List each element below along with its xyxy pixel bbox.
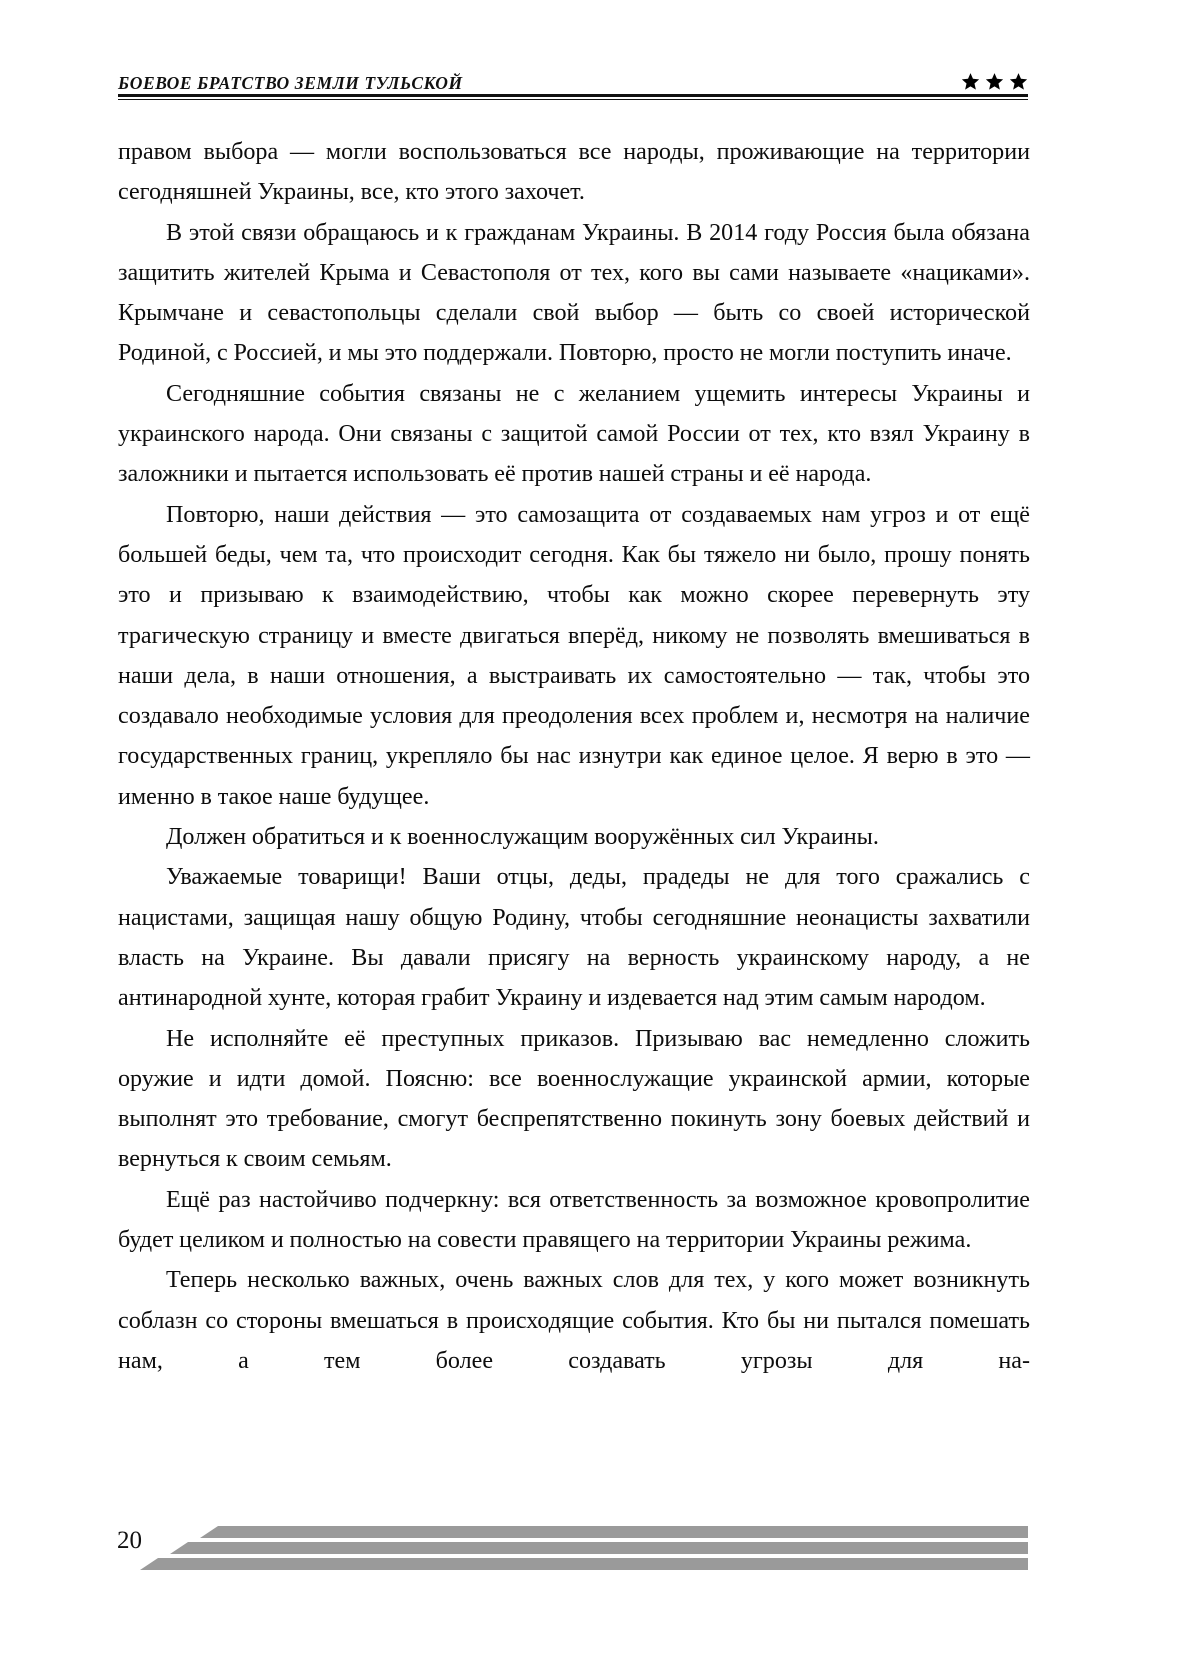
footer-bars-ornament xyxy=(118,1520,1028,1576)
header-rule-thick xyxy=(118,94,1028,97)
footer-bar-top xyxy=(200,1526,1028,1538)
running-head xyxy=(118,54,1028,92)
page-number: 20 xyxy=(117,1527,142,1554)
body-text xyxy=(118,132,1030,1381)
paragraph: Не исполняйте её преступных приказов. Призываю вас немедленно сложить оружие и идти домой. Поясню: все военнослужащие украинской армии, которые выполнят это требование, смогут беспрепятственно покинуть зону боевых действий и вернуться к своим семьям. xyxy=(118,1025,1030,1173)
running-head-title: БОЕВОЕ БРАТСТВО ЗЕМЛИ ТУЛЬСКОЙ xyxy=(118,72,463,93)
paragraph: Повторю, наши действия — это самозащита от создаваемых нам угроз и от ещё большей беды, чем та, что происходит сегодня. Как бы тяжело ни было, прошу понять это и призываю к взаимодействию, чтобы как можно скорее перевернуть эту трагическую страницу и вместе двигаться вперёд, никому не позволять вмешиваться в наши дела, в наши отношения, а выстраивать их самостоятельно — так, чтобы это создавало необходимые условия для преодоления всех проблем и, несмотря на наличие государственных границ, укрепляло бы нас изнутри как единое целое. Я верю в это — именно в такое наше будущее. xyxy=(118,501,1030,810)
star-icon xyxy=(1009,72,1028,91)
paragraph: Ещё раз настойчиво подчеркну: вся ответственность за возможное кровопролитие будет целиком и полностью на совести правящего на территории Украины режима. xyxy=(118,1186,1030,1254)
paragraph: Должен обратиться и к военнослужащим вооружённых сил Украины. xyxy=(166,824,879,851)
paragraph: Сегодняшние события связаны не с желанием ущемить интересы Украины и украинского народа. Они связаны с защитой самой России от тех, кто взял Украину в заложники и пытается использовать её против нашей страны и её народа. xyxy=(118,380,1030,488)
header-stars-ornament xyxy=(961,72,1028,92)
footer-bar-middle xyxy=(170,1542,1028,1554)
paragraph: Уважаемые товарищи! Ваши отцы, деды, прадеды не для того сражались с нацистами, защищая нашу общую Родину, чтобы сегодняшние неонацисты захватили власть на Украине. Вы давали присягу на верность украинскому народу, а не антинародной хунте, которая грабит Украину и издевается над этим самым народом. xyxy=(118,864,1030,1012)
star-icon xyxy=(985,72,1004,91)
paragraph: В этой связи обращаюсь и к гражданам Украины. В 2014 году Россия была обязана защитить жителей Крыма и Севастополя от тех, кого вы сами называете «нациками». Крымчане и севастопольцы сделали свой выбор — быть со своей исторической Родиной, с Россией, и мы это поддержали. Повторю, просто не могли поступить иначе. xyxy=(118,219,1030,367)
header-rule-thin xyxy=(118,99,1028,100)
star-icon xyxy=(961,72,980,91)
paragraph: Теперь несколько важных, очень важных слов для тех, у кого может возникнуть соблазн со стороны вмешаться в происходящие события. Кто бы ни пытался помешать нам, а тем более создавать угрозы для на- xyxy=(118,1267,1030,1374)
footer-bar-bottom xyxy=(140,1558,1028,1570)
paragraph: правом выбора — могли воспользоваться все народы, проживающие на территории сегодняшней Украины, все, кто этого захочет. xyxy=(118,139,1030,206)
